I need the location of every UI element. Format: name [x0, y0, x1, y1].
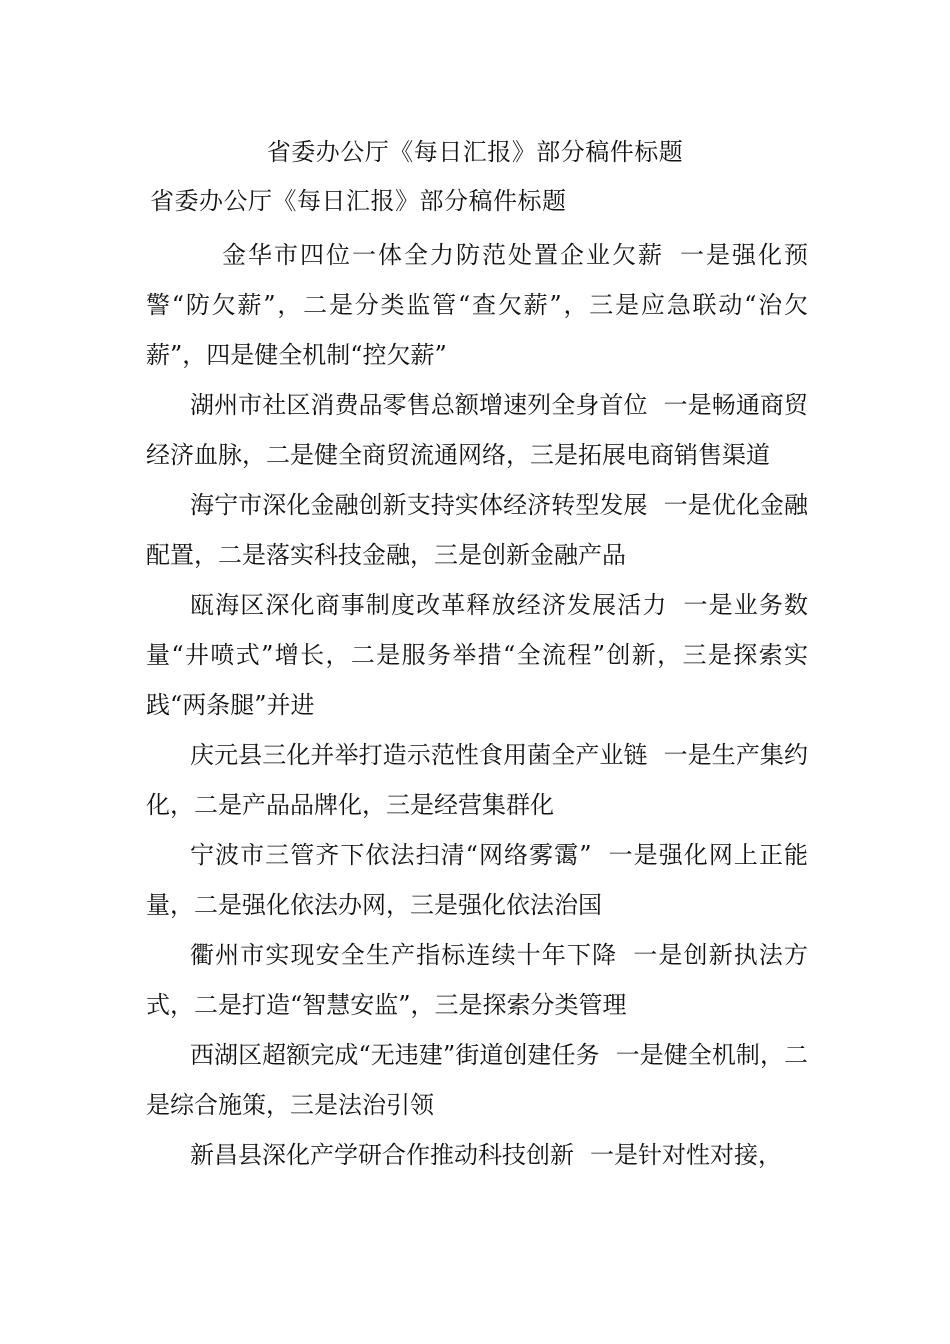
- paragraph-body: 一是生产集约化，二是产品品牌化，三是经营集群化: [146, 741, 809, 819]
- paragraph-headline: 海宁市深化金融创新支持实体经济转型发展: [190, 491, 648, 519]
- paragraph-haining: [146, 480, 808, 580]
- paragraph-qingyuan: [146, 730, 808, 830]
- paragraph-xihu: [146, 1030, 808, 1130]
- paragraph-huzhou: [146, 380, 808, 480]
- paragraph-body: 一是畅通商贸经济血脉，二是健全商贸流通网络，三是拓展电商销售渠道: [146, 391, 809, 469]
- paragraph-headline: 宁波市三管齐下依法扫清“网络雾霭”: [190, 841, 592, 869]
- document-subtitle: 省委办公厅《每日汇报》部分稿件标题: [150, 187, 567, 215]
- document-title: 省委办公厅《每日汇报》部分稿件标题: [266, 138, 684, 166]
- paragraph-body: 一是优化金融配置，二是落实科技金融，三是创新金融产品: [146, 491, 809, 569]
- paragraph-jinhua: [146, 230, 808, 380]
- paragraph-body: 一是创新执法方式，二是打造“智慧安监”，三是探索分类管理: [146, 941, 809, 1019]
- paragraph-body: 一是健全机制，二是综合施策，三是法治引领: [146, 1041, 809, 1119]
- paragraph-headline: 衢州市实现安全生产指标连续十年下降: [190, 941, 618, 969]
- paragraph-quzhou: [146, 930, 808, 1030]
- paragraph-body: 一是强化预警“防欠薪”，二是分类监管“查欠薪”，三是应急联动“治欠薪”，四是健全机制“控欠薪”: [146, 241, 808, 369]
- paragraph-headline: 金华市四位一体全力防范处置企业欠薪: [222, 241, 664, 269]
- paragraph-ningbo: [146, 830, 808, 930]
- paragraph-headline: 瓯海区深化商事制度改革释放经济发展活力: [190, 591, 668, 619]
- paragraph-xinchang: [146, 1130, 808, 1180]
- document-body: [146, 230, 808, 1180]
- paragraph-body: 一是强化网上正能量，二是强化依法办网，三是强化依法治国: [146, 841, 808, 919]
- paragraph-body: 一是针对性对接，: [590, 1141, 782, 1169]
- paragraph-headline: 新昌县深化产学研合作推动科技创新: [190, 1141, 574, 1169]
- paragraph-headline: 庆元县三化并举打造示范性食用菌全产业链: [190, 741, 648, 769]
- paragraph-ouhai: [146, 580, 808, 730]
- paragraph-headline: 西湖区超额完成“无违建”街道创建任务: [190, 1041, 600, 1069]
- paragraph-headline: 湖州市社区消费品零售总额增速列全身首位: [190, 391, 648, 419]
- paragraph-body: 一是业务数量“井喷式”增长，二是服务举措“全流程”创新，三是探索实践“两条腿”并进: [146, 591, 809, 719]
